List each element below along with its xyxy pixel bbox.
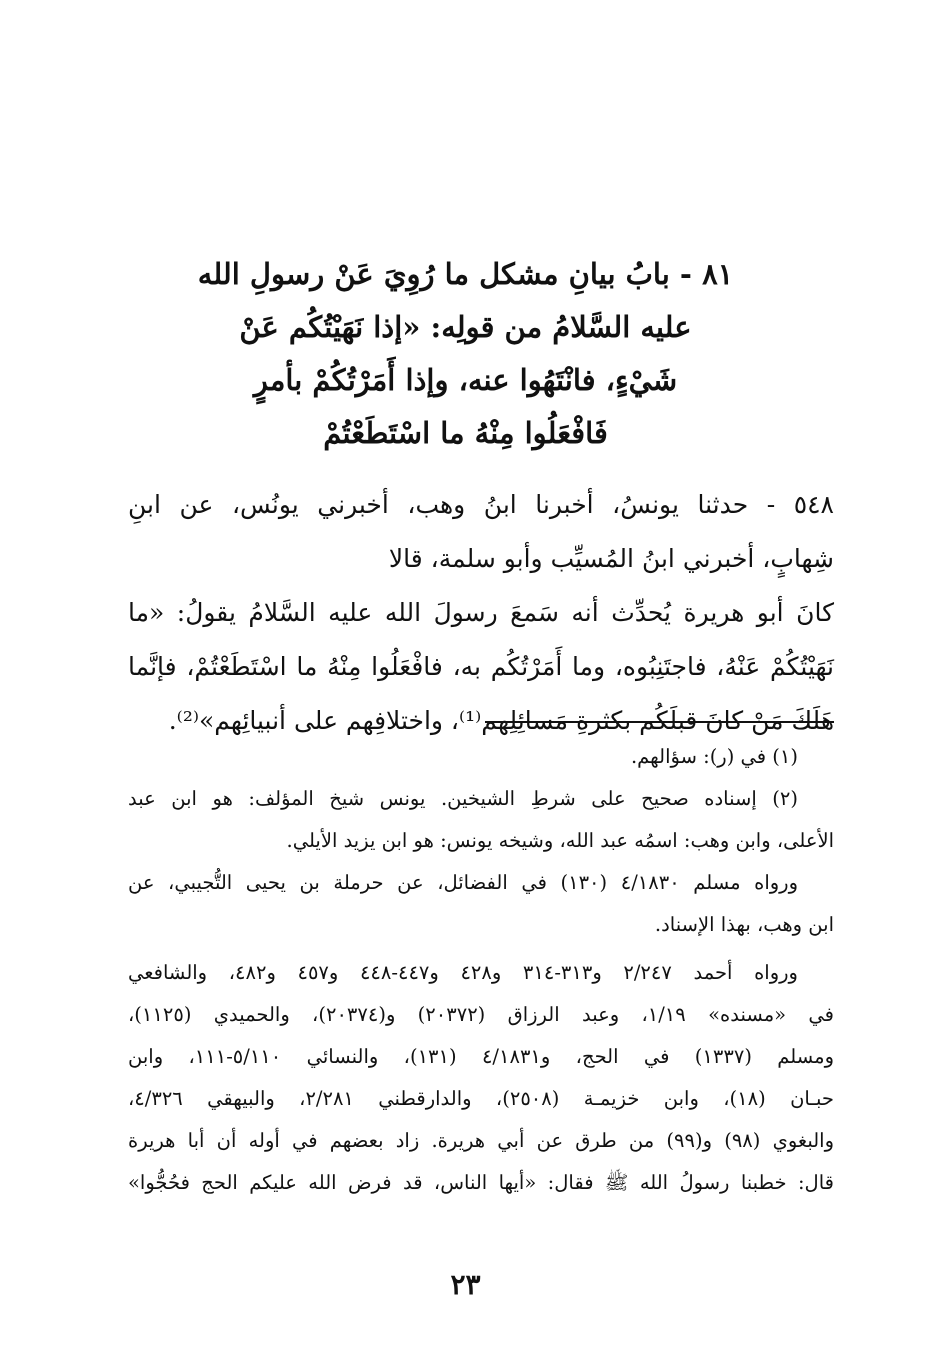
footnote-2-takhrij-line: حبـان (١٨)، وابن خزيمـة (٢٥٠٨)، والدارقطني ٢/٢٨١، والبيهقي ٤/٣٢٦، <box>128 1087 834 1110</box>
footnote-2-line: الأعلى، وابن وهب: اسمُه عبد الله، وشيخه يونس: هو ابن يزيد الأيلي. <box>286 829 834 852</box>
footnote-2-takhrij-line: ومسلم (١٣٣٧) في الحج، و٤/١٨٣١ (١٣١)، والنسائي ٥/١١٠-١١١، وابن <box>128 1045 834 1068</box>
hadith-matn-line: نَهَيْتُكُمْ عَنْهُ، فاجتَنِبُوه، وما أَمَرْتُكُم به، فافْعَلُوا مِنْهُ ما اسْتَطَعْتُمْ، فإنَّما <box>128 652 834 681</box>
footnote-2-takhrij-line: ورواه أحمد ٢/٢٤٧ و٣١٣-٣١٤ و٤٢٨ و٤٤٧-٤٤٨ و٤٥٧ و٤٨٢، والشافعي <box>128 961 798 984</box>
chapter-heading-line: عليه السَّلامُ من قولِه: «إذا نَهَيْتُكُم عَنْ <box>239 310 692 344</box>
hadith-matn-line: هَلَكَ مَنْ كانَ قبلَكُم بكثرةِ مَسائِلِهم⁽¹⁾، واختلافِهم على أنبيائِهم»⁽²⁾. <box>168 706 834 735</box>
footnote-separator <box>485 721 834 723</box>
chapter-heading-line: شَيْءٍ، فانْتَهُوا عنه، وإذا أَمَرْتُكُمْ بأمرٍ <box>253 363 678 397</box>
footnote-2-takhrij-line: في «مسنده» ١/١٩، وعبد الرزاق (٢٠٣٧٢) و(٢٠٣٧٤)، والحميدي (١١٢٥)، <box>128 1003 834 1026</box>
hadith-isnad-line: ٥٤٨ - حدثنا يونسُ، أخبرنا ابنُ وهب، أخبرني يونُس، عن ابنِ <box>128 490 834 519</box>
footnote-1: (١) في (ر): سؤالهم. <box>630 745 798 768</box>
page-number: ٢٣ <box>450 1268 481 1301</box>
chapter-heading <box>150 248 781 460</box>
footnote-2-line: (٢) إسناده صحيح على شرطِ الشيخين. يونس شيخ المؤلف: هو ابن عبد <box>128 787 798 810</box>
footnotes <box>128 736 834 1204</box>
footnote-2-muslim-line: ابن وهب، بهذا الإسناد. <box>654 913 834 936</box>
footnote-2-muslim-line: ورواه مسلم ٤/١٨٣٠ (١٣٠) في الفضائل، عن حرملة بن يحيى التُّجيبي، عن <box>128 871 799 894</box>
hadith-text <box>128 478 834 748</box>
chapter-heading-line: فَافْعَلُوا مِنْهُ ما اسْتَطَعْتُمْ <box>323 416 608 450</box>
hadith-isnad-line: شِهابٍ، أخبرني ابنُ المُسيِّب وأبو سلمة، قالا <box>388 544 834 573</box>
chapter-heading-line: ٨١ - بابُ بيانِ مشكل ما رُوِيَ عَنْ رسولِ الله <box>197 257 734 291</box>
footnote-2-takhrij-line: والبغوي (٩٨) و(٩٩) من طرق عن أبي هريرة. زاد بعضهم في أوله أن أبا هريرة <box>128 1129 834 1152</box>
footnote-2-takhrij-line: قال: خطبنا رسولُ الله ﷺ فقال: «أيها الناس، قد فرض الله عليكم الحج فحُجُّوا» <box>128 1171 834 1194</box>
hadith-matn-line: كانَ أبو هريرة يُحدِّث أنه سَمعَ رسولَ الله عليه السَّلامُ يقولُ: «ما <box>128 598 834 627</box>
